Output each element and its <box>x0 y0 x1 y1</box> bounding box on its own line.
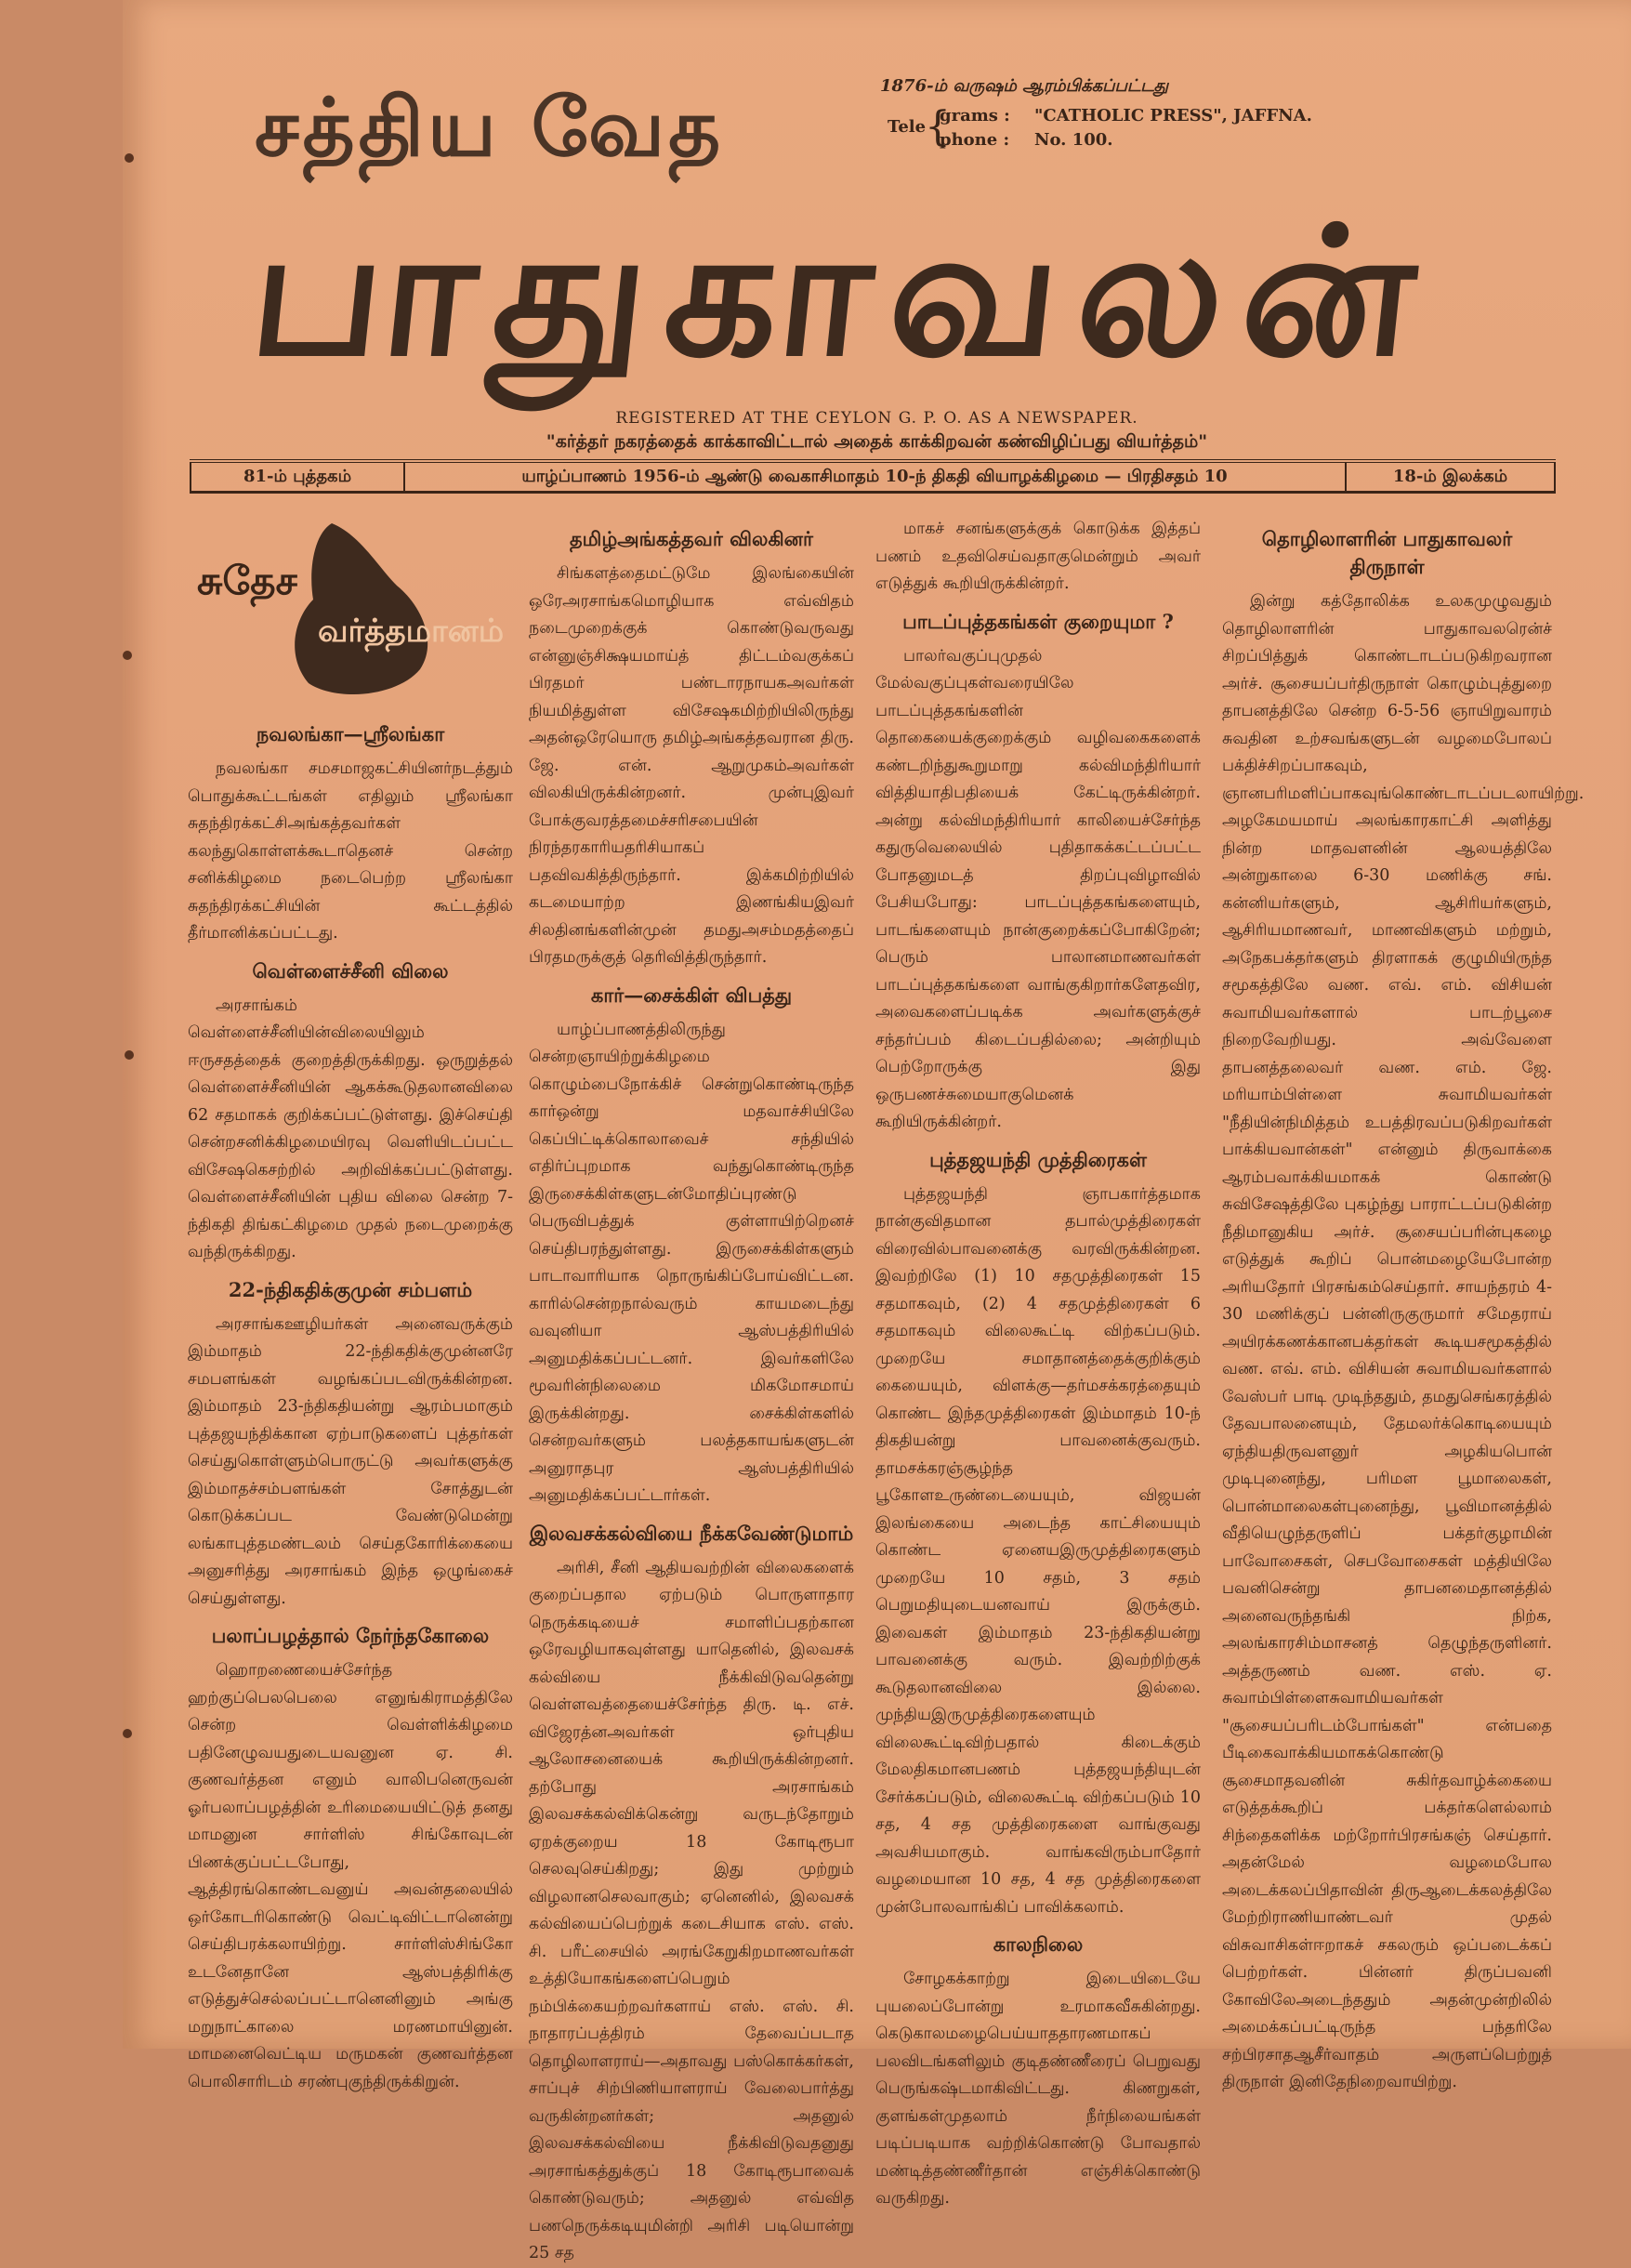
masthead-subtitle: சத்திய வேத <box>255 82 725 175</box>
newspaper-page <box>123 0 1631 2262</box>
article-heading: இலவசக்கல்வியை நீக்கவேண்டுமாம் <box>529 1521 854 1545</box>
section-logo <box>188 516 513 711</box>
registration-line: REGISTERED AT THE CEYLON G. P. O. AS A NEWSPAPER. <box>615 409 1138 428</box>
grams-label: grams : <box>940 106 1010 125</box>
logo-text-2: வர்த்தமானம் <box>318 613 505 650</box>
article-heading: புத்தஜயந்தி முத்திரைகள் <box>929 1147 1147 1171</box>
telegram-phone-block <box>888 104 1464 156</box>
rule-divider <box>1554 463 1556 491</box>
article-body: அரசாங்கஊழியர்கள் அனைவருக்கும் இம்மாதம் 22-ந்திகதிக்குமுன்னரே சமபளங்கள் வழங்கப்படவிருக்கின்றன. இம்மாதம் 23-ந்திகதியன்று ஆரம்பமாகும் புத்தஜயந்திக்கான ஏற்பாடுகளைப் புத்தர்கள் செய்துகொள்ளும்பொருட்டு அவர்களுக்கு இம்மாதச்சம்பளங்கள் சோத்துடன் கொடுக்கப்பட வேண்டுமென்று லங்காபுத்தமண்டலம் செய்தகோரிக்கையை அனுசரித்து அரசாங்கம் இந்த ஒழுங்கைச் செய்துள்ளது. <box>188 1314 513 1608</box>
article-body: அரிசி, சீனி ஆதியவற்றின் விலைகளைக் குறைப்பதால ஏற்படும் பொருளாதார நெருக்கடியைச் சமாளிப்பதற்கான ஒரேவழியாகவுள்ளது யாதெனில், இலவசக் கல்வியை நீக்கிவிடுவதென்று வெள்ளவத்தையைச்சேர்ந்த திரு. டி. எச். விஜேரத்னஅவர்கள் ஒர்புதிய ஆலோசனையைக் கூறியிருக்கின்றனர். தற்போது அரசாங்கம் இலவசக்கல்விக்கென்று வருடந்தோறும் ஏறக்குறைய 18 கோடிரூபா செலவுசெய்கிறது; இது முற்றும் விழலானசெலவாகும்; ஏனெனில், இலவசக் கல்வியைப்பெற்றுக் கடைசியாக எஸ். எஸ். சி. பரீட்சையில் அரங்கேறுகிறமாணவர்கள் உத்தியோகங்களைப்பெறும் நம்பிக்கையற்றவர்களாய் எஸ். எஸ். சி. நாதாரப்பத்திரம் தேவைப்படாத தொழிலாளராய்—அதாவது பஸ்கொக்கர்கள், சாப்புச் சிற்பிணியாளராய் வேலைபார்த்து வருகின்றனர்கள்; அதனுல் இலவசக்கல்வியை நீக்கிவிடுவதனுது அரசாங்கத்துக்குப் 18 கோடிரூபாவைக் கொண்டுவரும்; அதனுல் எவ்வித பணநெருக்கடியுமின்றி அரிசி படியொன்று 25 சத <box>529 1558 854 2262</box>
article-body: பாலர்வகுப்புமுதல் மேல்வகுப்புகள்வரையிலே பாடப்புத்தகங்களின் தொகையைக்குறைக்கும் வழிவகைகளைக் கண்டறிந்துகூறுமாறு கல்விமந்திரியார் வித்தியாதிபதியைக் கேட்டிருக்கின்றர். அன்று கல்விமந்திரியார் காலியைச்சேர்ந்த கதுருவெலையில் புதிதாகக்கட்டப்பட்ட போதனுமடத் திறப்புவிழாவில் பேசியபோது: பாடப்புத்தகங்களையும், பாடங்களையும் நான்குறைக்கப்போகிறேன்; பெரும் பாலானமாணவர்கள் பாடப்புத்தகங்களை வாங்குகிறார்களேதவிர, அவைகளைப்படிக்க அவர்களுக்குச் சந்தர்ப்பம் கிடைப்பதில்லை; அன்றியும் பெற்றோருக்கு இது ஒருபணச்சுமையாகுமெனக் கூறியிருக்கின்றர். <box>875 646 1201 1131</box>
binding-hole <box>123 1729 132 1738</box>
article-heading: பாடப்புத்தகங்கள் குறையுமா ? <box>902 609 1174 633</box>
article-body: சிங்களத்தைமட்டுமே இலங்கையின் ஒரேஅரசாங்கமொழியாக எவ்விதம் நடைமுறைக்குக் கொண்டுவருவது என்னுஞ்சிக்ஷயமாய்த் திட்டம்வகுக்கப் பிரதமர் பண்டாரநாயகஅவர்கள் நியமித்துள்ள விசேஷகமிற்றியிலிருந்து அதன்ஒரேயொரு தமிழ்அங்கத்தவரான திரு. ஜே. என். ஆறுமுகம்அவர்கள் விலகியிருக்கின்றனர். முன்புஇவர் போக்குவரத்தமைச்சரிசபையின் நிரந்தரகாரியதரிசியாகப் பதவிவகித்திருந்தார். இக்கமிற்றியில் கடமையாற்ற இணங்கியஇவர் சிலதினங்களின்முன் தமதுஅசம்மதத்தைப் பிரதமருக்குத் தெரிவித்திருந்தார். <box>529 564 854 967</box>
tele-label: Tele <box>888 117 927 137</box>
article-body: நவலங்கா சமசமாஜகட்சியினர்நடத்தும் பொதுக்கூட்டங்கள் எதிலும் ஸ்ரீலங்கா சுதந்திரக்கட்சிஅங்கத்தவர்கள் கலந்துகொள்ளக்கூடாதெனச் சென்ற சனிக்கிழமை நடைபெற்ற ஸ்ரீலங்கா சுதந்திரக்கட்சியின் கூட்டத்தில் தீர்மானிக்கப்பட்டது. <box>188 759 513 943</box>
article-body: சோழகக்காற்று இடையிடையே புயலைப்போன்று உரமாகவீசுகின்றது. கெடுகாலமழைபெய்யாததாரணமாகப் பலவிடங்களிலும் குடிதண்ணீரைப் பெறுவது பெருங்கஷ்டமாகிவிட்டது. கிணறுகள், குளங்கள்முதலாம் நீர்நிலையங்கள் படிப்படியாக வற்றிக்கொண்டு போவதால் மண்டித்தண்ணீர்தான் எஞ்சிக்கொண்டு வருகிறது. <box>875 1970 1201 2208</box>
article-heading: கார்—சைக்கிள் விபத்து <box>590 982 793 1007</box>
motto-line: "கர்த்தர் நகரத்தைக் காக்காவிட்டால் அதைக் காக்கிறவன் கண்விழிப்பது வியர்த்தம்" <box>546 431 1208 452</box>
column-1 <box>188 516 513 2091</box>
article-body: அரசாங்கம் வெள்ளைச்சீனியின்விலையிலும் ஈருசதத்தைக் குறைத்திருக்கிறது. ஒருறுத்தல் வெள்ளைச்சீனியின் ஆகக்கூடுதலானவிலை 62 சதமாகக் குறிக்கப்பட்டுள்ளது. இச்செய்தி சென்றசனிக்கிழமையிரவு வெளியிடப்பட்ட விசேஷகெசற்றில் அறிவிக்கப்பட்டுள்ளது. வெள்ளைச்சீனியின் புதிய விலை சென்ற 7-ந்திகதி திங்கட்கிழமை முதல் நடைமுறைக்கு வந்திருக்கிறது. <box>188 996 513 1261</box>
rule-divider <box>190 491 1556 494</box>
binding-hole <box>123 651 132 660</box>
binding-hole <box>125 1050 134 1060</box>
sri-lanka-map-icon <box>257 516 443 702</box>
column-3 <box>875 516 1201 2208</box>
article-heading: வெள்ளைச்சீனி விலை <box>252 958 449 982</box>
phone-label: phone : <box>940 130 1010 150</box>
article-heading: காலநிலை <box>993 1932 1084 1956</box>
logo-text-1: சுதேச <box>197 558 297 603</box>
binding-hole <box>125 153 134 163</box>
masthead-title: பாதுகாவலன் <box>242 190 1444 395</box>
article-body: ஹொறணையைச்சேர்ந்த ஹற்குப்பெலபெலை எனுங்கிராமத்திலே சென்ற வெள்ளிக்கிழமை பதினேழுவயதுடையவனுன ஏ. சி. குணவர்த்தன எனும் வாலிபனெருவன் ஓர்பலாப்பழத்தின் உரிமையையிட்டுத் தனது மாமனுன சார்ளிஸ் சிங்கோவுடன் பிணக்குப்பட்டபோது, ஆத்திரங்கொண்டவனுய் அவன்தலையில் ஒர்கோடரிகொண்டு வெட்டிவிட்டானென்று செய்திபரக்கலாயிற்று. சார்ளிஸ்சிங்கோ உடனேதானே ஆஸ்பத்திரிக்கு எடுத்துச்செல்லப்பட்டானெனினும் அங்கு மறுநாட்காலை மரணமாயினுன். மாமனைவெட்டிய மருமகன் குணவர்த்தன பொலிசாரிடம் சரண்புகுந்திருக்கிறுன். <box>188 1661 513 2091</box>
rule-divider <box>190 459 1556 463</box>
article-body: யாழ்ப்பாணத்திலிருந்து சென்றஞாயிற்றுக்கிழமை கொழும்பைநோக்கிச் சென்றுகொண்டிருந்த கார்ஒன்று மதவாச்சியிலே கெப்பிட்டிக்கொலாவைச் சந்தியில் எதிர்ப்புறமாக வந்துகொண்டிருந்த இருசைக்கிள்களுடன்மோதிப்புரண்டு பெருவிபத்துக் குள்ளாயிற்றெனச் செய்திபரந்துள்ளது. இருசைக்கிள்களும் பாடாவாரியாக நொருங்கிப்போய்விட்டன. காரில்சென்றநால்வரும் காயமடைந்து வவுனியா ஆஸ்பத்திரியில் அனுமதிக்கப்பட்டனர். இவர்களிலே மூவரின்நிலைமை மிகமோசமாய் இருக்கின்றது. சைக்கிள்களில் சென்றவர்களும் பலத்தகாயங்களுடன் அனுராதபுர ஆஸ்பத்திரியில் அனுமதிக்கப்பட்டார்கள். <box>529 1020 854 1505</box>
article-heading: பலாப்பழத்தால் நேர்ந்தகோலை <box>211 1624 490 1647</box>
column-2 <box>529 516 854 2262</box>
brace-glyph: { <box>925 103 951 151</box>
article-body: மாகச் சனங்களுக்குக் கொடுக்க இத்தப் பணம் உதவிசெய்வதாகுமென்றும் அவர் எடுத்துக் கூறியிருக்கின்றர். <box>875 520 1201 593</box>
issue-number: 18-ம் இலக்கம் <box>1392 467 1508 486</box>
article-heading: 22-ந்திகதிக்குமுன் சம்பளம் <box>228 1277 473 1301</box>
dateline: யாழ்ப்பாணம் 1956-ம் ஆண்டு வைகாசிமாதம் 10-ந் திகதி வியாழக்கிழமை — பிரதிசதம் 10 <box>521 467 1228 486</box>
volume-number: 81-ம் புத்தகம் <box>243 467 352 486</box>
article-heading: நவலங்கா—ஸ்ரீலங்கா <box>256 722 445 745</box>
article-heading: தமிழ்அங்கத்தவர் விலகினர் <box>569 527 814 550</box>
established-note: 1876-ம் வருஷம் ஆரம்பிக்கப்பட்டது <box>880 76 1169 96</box>
article-heading: தொழிலாளரின் பாதுகாவலர் திருநாள் <box>1261 527 1513 578</box>
grams-value: "CATHOLIC PRESS", JAFFNA. <box>1034 106 1312 125</box>
phone-value: No. 100. <box>1034 130 1113 150</box>
article-body: புத்தஜயந்தி ஞாபகார்த்தமாக நான்குவிதமான தபால்முத்திரைகள் விரைவில்பாவனைக்கு வரவிருக்கின்றன. இவற்றிலே (1) 10 சதமுத்திரைகள் 15 சதமாகவும், (2) 4 சதமுத்திரைகள் 6 சதமாகவும் விலைகூட்டி விற்கப்படும். முறையே சமாதானத்தைக்குறிக்கும் கையையும், விளக்கு—தர்மசக்கரத்தையும் கொண்ட இந்தமுத்திரைகள் இம்மாதம் 10-ந் திகதியன்று பாவனைக்குவரும். தாமசக்கரஞ்சூழ்ந்த பூகோளஉருண்டையையும், விஜயன் இலங்கையை அடைந்த காட்சியையும் கொண்ட ஏனையஇருமுத்திரைகளும் முறையே 10 சதம், 3 சதம் பெறுமதியுடையனவாய் இருக்கும். இவைகள் இம்மாதம் 23-ந்திகதியன்று பாவனைக்கு வரும். இவற்றிற்குக் கூடுதலானவிலை இல்லை. முந்தியஇருமுத்திரைகளையும் விலைகூட்டிவிற்பதால் கிடைக்கும் மேலதிகமானபணம் புத்தஜயந்தியுடன் சேர்க்கப்படும், விலைகூட்டி விற்கப்படும் 10 சத, 4 சத முத்திரைகளை வாங்குவது அவசியமாகும். வாங்கவிரும்பாதோர் வழமையான 10 சத, 4 சத முத்திரைகளை முன்போலவாங்கிப் பாவிக்கலாம். <box>875 1184 1201 1917</box>
article-body: இன்று கத்தோலிக்க உலகமுழுவதும் தொழிலாளரின் பாதுகாவலரென்ச் சிறப்பித்துக் கொண்டாடப்படுகிறவரான அர்ச். சூசையப்பர்திருநாள் கொழும்புத்துறை தாபனத்திலே சென்ற 6-5-56 ஞாயிறுவாரம் சுவதின உற்சவங்களுடன் வழமைபோலப் பக்திச்சிறப்பாகவும், ஞானபரிமளிப்பாகவுங்கொண்டாடப்படலாயிற்று. அழகேமயமாய் அலங்காரகாட்சி அளித்து நின்ற மாதவளனின் ஆலயத்திலே அன்றுகாலை 6-30 மணிக்கு சங். கன்னியர்களும், ஆசிரியர்களும், ஆசிரியமாணவர், மாணவிகளும் மற்றும், அநேகபக்தர்களும் திரளாகக் குழுமியிருந்த சமூகத்திலே வண. எவ். எம். விசியன் சுவாமியவர்களால் பாடற்பூசை நிறைவேறியது. அவ்வேளை தாபனத்தலைவர் வண. எம். ஜே. மரியாம்பிள்ளை சுவாமியவர்கள் "நீதியின்நிமித்தம் உபத்திரவப்படுகிறவர்கள் பாக்கியவான்கள்" என்னும் திருவாக்கை ஆரம்பவாக்கியமாகக் கொண்டு சுவிசேஷத்திலே புகழ்ந்து பாராட்டப்படுகின்ற நீதிமானுகிய அர்ச். சூசையப்பரின்புகழை எடுத்துக் கூறிப் பொன்மழையேபோன்ற அரியதோர் பிரசங்கம்செய்தார். சாயந்தரம் 4-30 மணிக்குப் பன்னிருகுருமார் சமேதராய் அயிரக்கணக்கானபக்தர்கள் கூடியசமூகத்தில் வண. எவ். எம். விசியன் சுவாமியவர்களால் வேஸ்பர் பாடி முடிந்ததும், தமதுசெங்கரத்தில் தேவபாலனையும், தேமலர்க்கொடியையும் ஏந்தியதிருவளனுர் அழகியபொன் முடிபுனைந்து, பரிமள பூமாலைகள், பொன்மாலைகள்புனைந்து, பூவிமானத்தில் வீதியெழுந்தருளிப் பக்தர்குழாமின் பாவோசைகள், செபவோசைகள் மத்தியிலே பவனிசென்று தாபனமைதானத்தில் அனைவருந்தங்கி நிற்க, அலங்காரசிம்மாசனத் தெழுந்தருளினர். அத்தருணம் வண. எஸ். ஏ. சுவாம்பிள்ளைசுவாமியவர்கள் "சூசையப்பரிடம்போங்கள்" என்பதை பீடிகைவாக்கியமாகக்கொண்டு சூசைமாதவனின் சுகிர்தவாழ்க்கையை எடுத்தக்கூறிப் பக்தர்களெல்லாம் சிந்தைகளிக்க மற்றோர்பிரசங்கஞ் செய்தார். அதன்மேல் வழமைபோல அடைக்கலப்பிதாவின் திருஆடைக்கலத்திலே மேற்றிராணியாண்டவர் முதல் விசுவாசிகள்ஈறாகச் சகலரும் ஒப்படைக்கப் பெற்றர்கள். பின்னர் திருப்பவனி கோவிலேஅடைந்ததும் அதன்முன்றிலில் அமைக்கப்பட்டிருந்த பந்தரிலே சற்பிரசாதஆசீர்வாதம் அருளப்பெற்றுத் திருநாள் இனிதேநிறைவாயிற்று. <box>1222 592 1585 2091</box>
column-4 <box>1222 516 1585 2091</box>
